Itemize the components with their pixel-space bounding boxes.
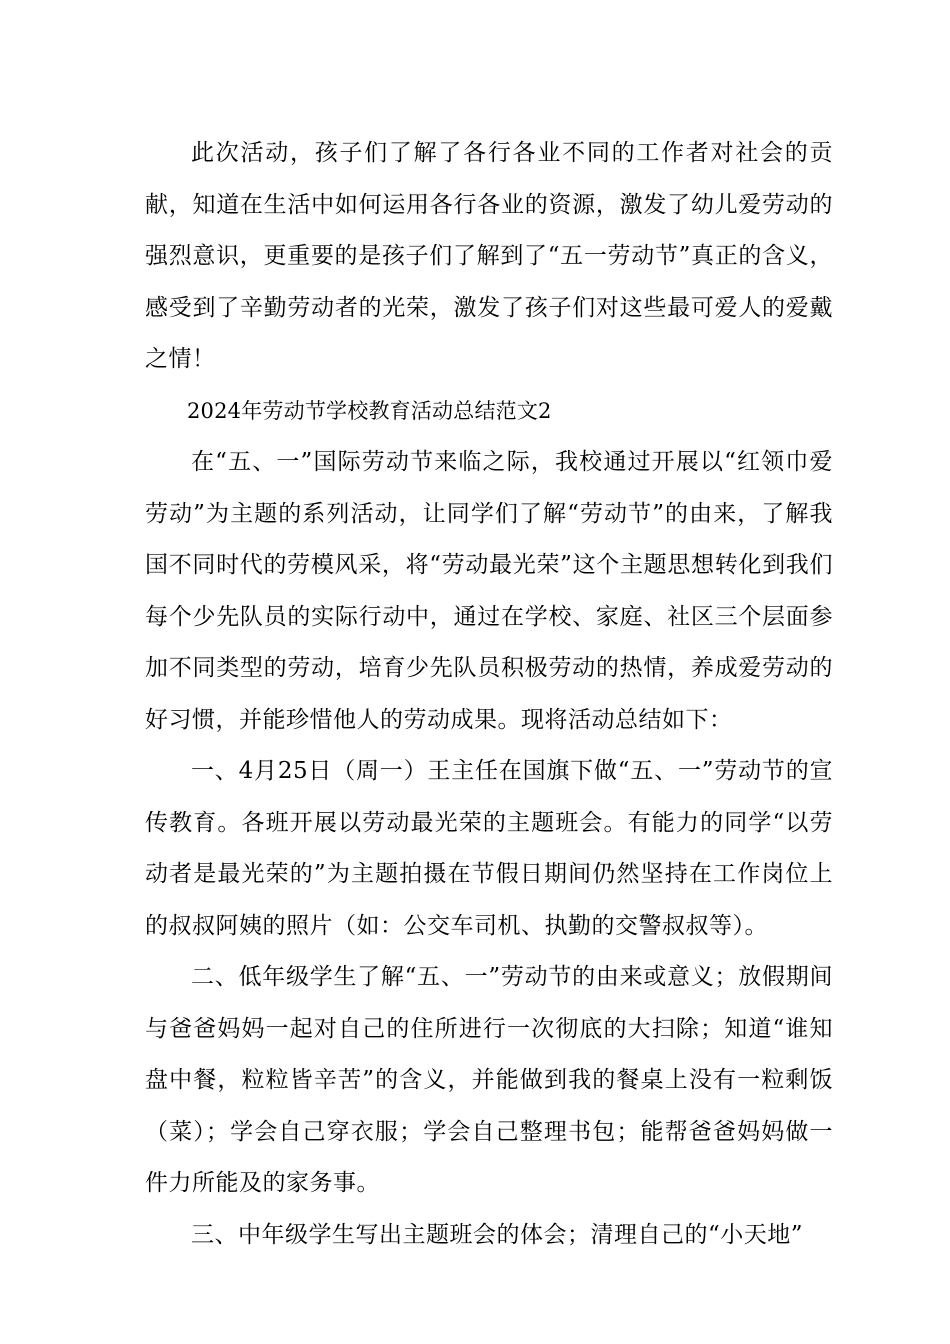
paragraph-intro: 在“五、一”国际劳动节来临之际，我校通过开展以“红领巾爱劳动”为主题的系列活动，让同学们了解“劳动节”的由来，了解我国不同时代的劳模风采，将“劳动最光荣”这个主题思想转化到我们每个少先队员的实际行动中，通过在学校、家庭、社区三个层面参加不同类型的劳动，培育少先队员积极劳动的热情，养成爱劳动的好习惯，并能珍惜他人的劳动成果。现将活动总结如下： [145, 449, 833, 733]
paragraph-item-three: 三、中年级学生写出主题班会的体会；清理自己的“小天地” [191, 1221, 804, 1248]
document-body [145, 128, 833, 1261]
paragraph-item-one: 一、4月25日（周一）王主任在国旗下做“五、一”劳动节的宣传教育。各班开展以劳动最光荣的主题班会。有能力的同学“以劳动者是最光荣的”为主题拍摄在节假日期间仍然坚持在工作岗位上的叔叔阿姨的照片（如：公交车司机、执勤的交警叔叔等）。 [145, 758, 833, 939]
paragraph-summary-conclusion: 此次活动，孩子们了解了各行各业不同的工作者对社会的贡献，知道在生活中如何运用各行各业的资源，激发了幼儿爱劳动的强烈意识，更重要的是孩子们了解到了“五一劳动节”真正的含义，感受到了辛勤劳动者的光荣，激发了孩子们对这些最可爱人的爱戴之情！ [145, 140, 833, 372]
paragraph-item-two: 二、低年级学生了解“五、一”劳动节的由来或意义；放假期间与爸爸妈妈一起对自己的住所进行一次彻底的大扫除；知道“谁知盘中餐，粒粒皆辛苦”的含义，并能做到我的餐桌上没有一粒剩饭（菜）；学会自己穿衣服；学会自己整理书包；能帮爸爸妈妈做一件力所能及的家务事。 [145, 964, 833, 1196]
section-heading: 2024年劳动节学校教育活动总结范文2 [187, 398, 552, 423]
